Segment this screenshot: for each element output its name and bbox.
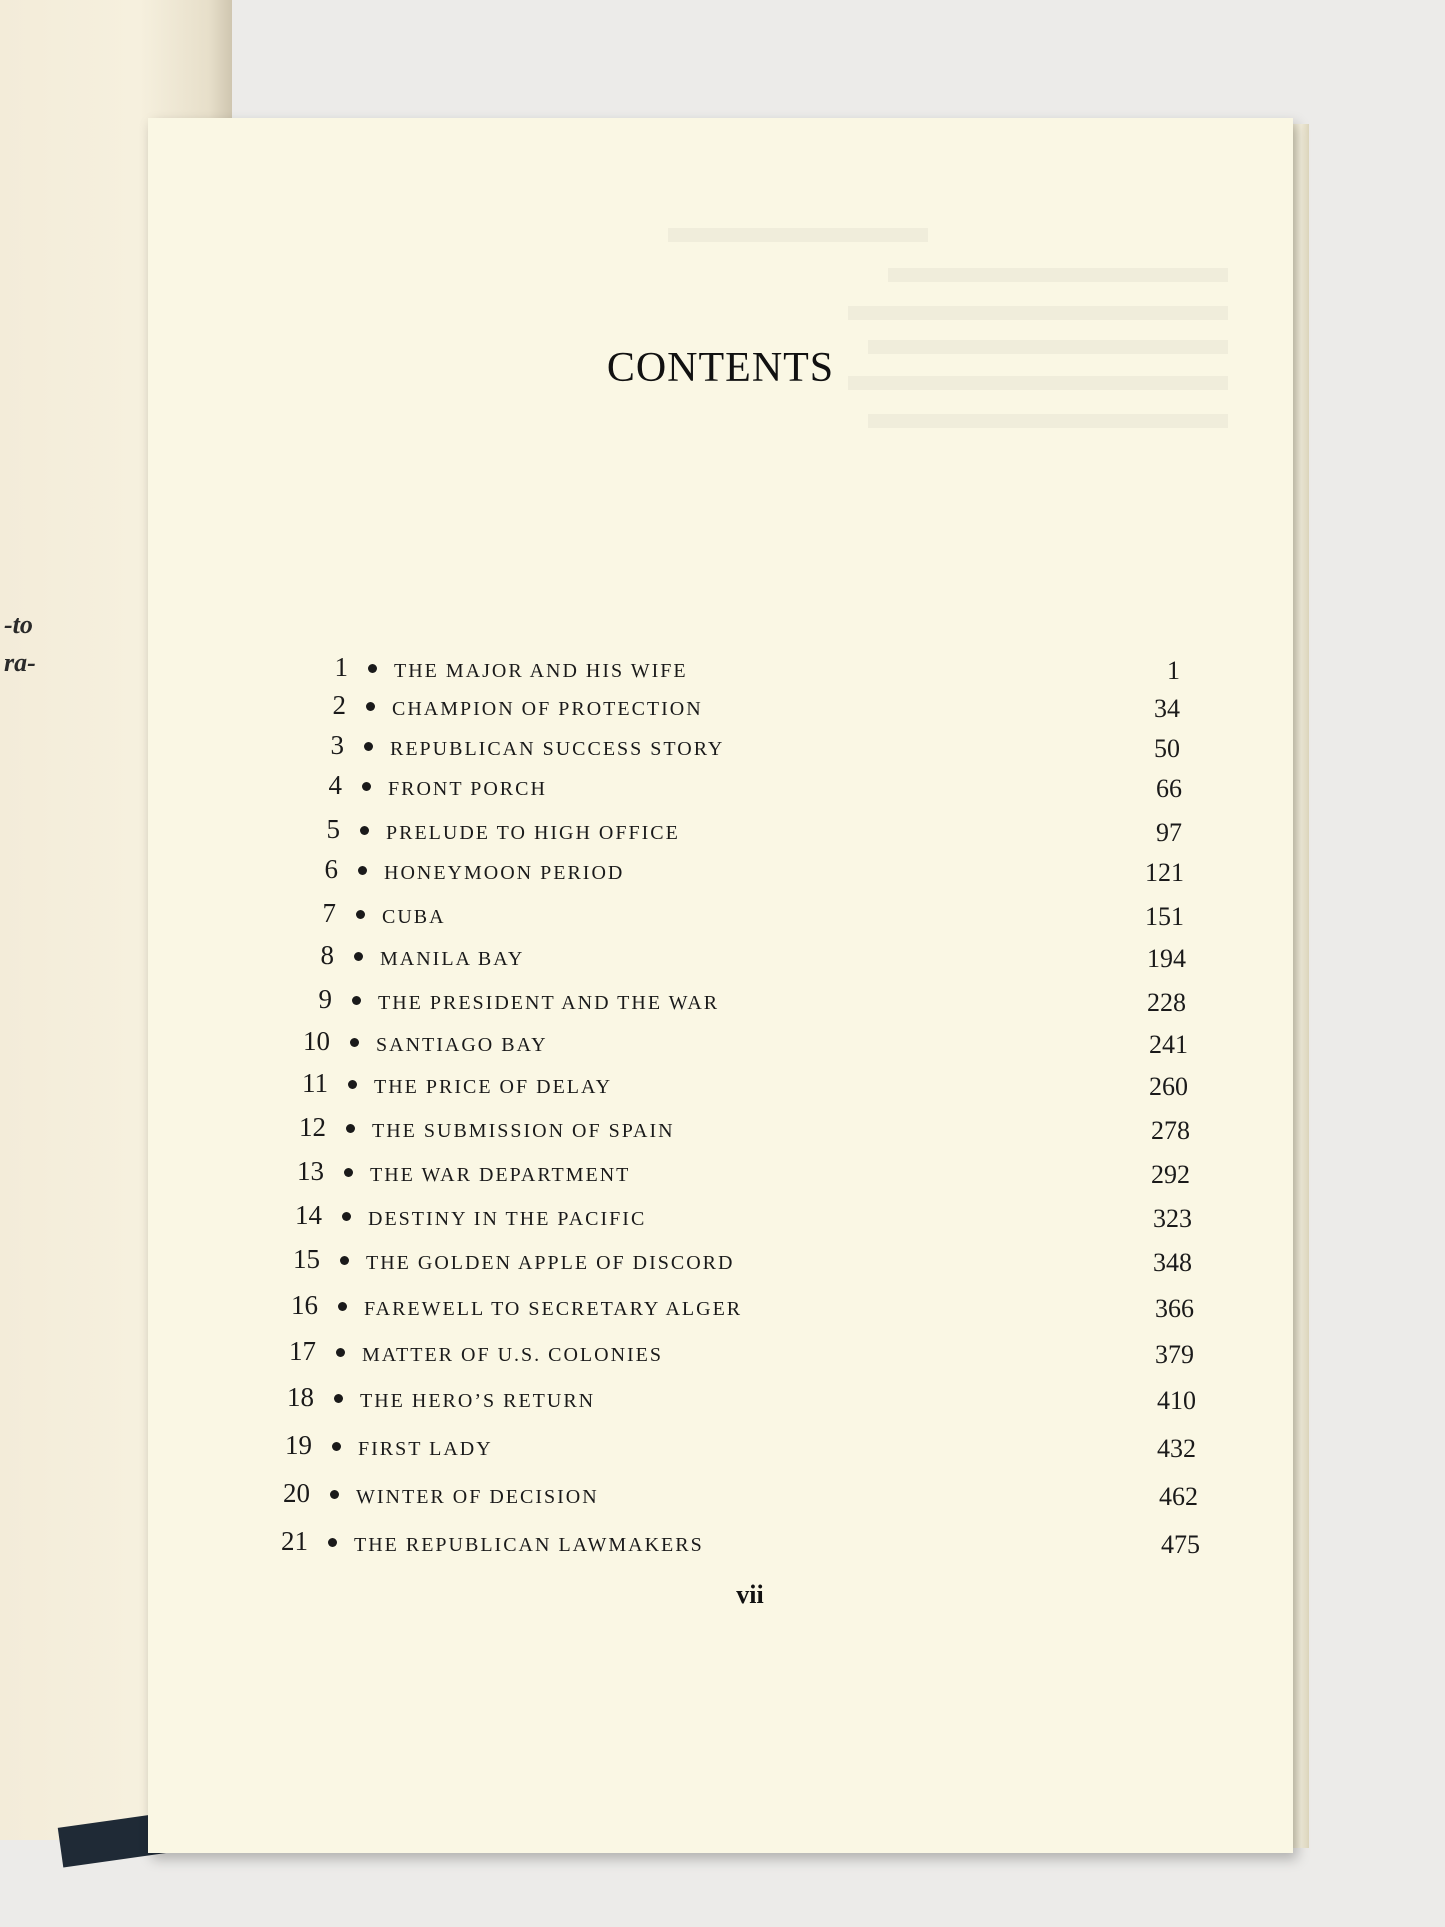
chapter-page: 348 (1153, 1248, 1192, 1277)
bullet-icon (354, 952, 363, 961)
bullet-icon (348, 1080, 357, 1089)
toc-entry (0, 1336, 1445, 1370)
chapter-title: THE PRESIDENT AND THE WAR (378, 992, 720, 1014)
bullet-icon (360, 826, 369, 835)
chapter-number: 14 (295, 1200, 322, 1230)
chapter-title: THE PRICE OF DELAY (374, 1076, 613, 1098)
bullet-icon (338, 1302, 347, 1311)
chapter-title: HONEYMOON PERIOD (384, 862, 625, 884)
toc-entry (0, 1244, 1445, 1278)
chapter-title: FIRST LADY (358, 1438, 493, 1460)
chapter-number: 3 (330, 730, 344, 760)
toc-entry (0, 652, 1445, 686)
toc-entry (0, 984, 1445, 1018)
chapter-number: 21 (281, 1526, 308, 1556)
chapter-number: 16 (291, 1290, 318, 1320)
chapter-title: MATTER OF U.S. COLONIES (362, 1344, 664, 1366)
chapter-number: 7 (322, 898, 336, 928)
toc-entry (0, 1112, 1445, 1146)
page-title: CONTENTS (606, 345, 835, 391)
toc-entry (0, 898, 1445, 932)
show-through (868, 414, 1228, 428)
bullet-icon (364, 742, 373, 751)
bullet-icon (362, 782, 371, 791)
toc-entry (0, 1200, 1445, 1234)
bullet-icon (328, 1538, 337, 1547)
bullet-icon (342, 1212, 351, 1221)
chapter-number: 6 (324, 854, 338, 884)
chapter-number: 13 (297, 1156, 324, 1186)
bullet-icon (368, 664, 377, 673)
bullet-icon (350, 1038, 359, 1047)
toc-entry (0, 730, 1445, 764)
chapter-number: 18 (287, 1382, 314, 1412)
chapter-page: 34 (1154, 694, 1180, 723)
chapter-page: 241 (1149, 1030, 1188, 1059)
chapter-page: 260 (1149, 1072, 1188, 1101)
chapter-number: 17 (289, 1336, 316, 1366)
left-page-text: ra- (4, 648, 36, 677)
bullet-icon (336, 1348, 345, 1357)
chapter-title: WINTER OF DECISION (356, 1486, 599, 1508)
toc-entry (0, 1478, 1445, 1512)
bullet-icon (358, 866, 367, 875)
toc-entry (0, 690, 1445, 724)
toc-entry (0, 814, 1445, 848)
chapter-title: THE HERO’S RETURN (360, 1390, 596, 1412)
chapter-title: THE GOLDEN APPLE OF DISCORD (366, 1252, 735, 1274)
toc-entry (0, 1068, 1445, 1102)
chapter-page: 66 (1156, 774, 1182, 803)
toc-entry (0, 1526, 1445, 1560)
chapter-page: 366 (1155, 1294, 1194, 1323)
toc-entry (0, 1430, 1445, 1464)
chapter-title: THE WAR DEPARTMENT (370, 1164, 631, 1186)
chapter-title: THE MAJOR AND HIS WIFE (394, 660, 688, 682)
chapter-page: 97 (1156, 818, 1182, 847)
bullet-icon (334, 1394, 343, 1403)
chapter-number: 10 (303, 1026, 330, 1056)
toc-entry (0, 770, 1445, 804)
bullet-icon (356, 910, 365, 919)
chapter-number: 5 (326, 814, 340, 844)
chapter-number: 8 (320, 940, 334, 970)
chapter-page: 379 (1155, 1340, 1194, 1369)
chapter-page: 475 (1161, 1530, 1200, 1559)
toc-entry (0, 940, 1445, 974)
chapter-page: 410 (1157, 1386, 1196, 1415)
chapter-number: 20 (283, 1478, 310, 1508)
chapter-title: SANTIAGO BAY (376, 1034, 548, 1056)
bullet-icon (352, 996, 361, 1005)
chapter-title: MANILA BAY (380, 948, 525, 970)
chapter-page: 121 (1145, 858, 1184, 887)
chapter-title: FRONT PORCH (388, 778, 547, 800)
chapter-title: FAREWELL TO SECRETARY ALGER (364, 1298, 743, 1320)
chapter-page: 323 (1153, 1204, 1192, 1233)
bullet-icon (340, 1256, 349, 1265)
left-page-text: -to (4, 610, 33, 639)
bullet-icon (346, 1124, 355, 1133)
chapter-page: 278 (1151, 1116, 1190, 1145)
bullet-icon (332, 1442, 341, 1451)
chapter-page: 432 (1157, 1434, 1196, 1463)
chapter-page: 462 (1159, 1482, 1198, 1511)
chapter-number: 12 (299, 1112, 326, 1142)
show-through (848, 306, 1228, 320)
chapter-number: 2 (332, 690, 346, 720)
bullet-icon (330, 1490, 339, 1499)
chapter-number: 9 (318, 984, 332, 1014)
toc-entry (0, 1156, 1445, 1190)
chapter-title: REPUBLICAN SUCCESS STORY (390, 738, 725, 760)
toc-entry (0, 854, 1445, 888)
chapter-page: 292 (1151, 1160, 1190, 1189)
chapter-title: THE SUBMISSION OF SPAIN (372, 1120, 675, 1142)
chapter-page: 194 (1147, 944, 1186, 973)
show-through (668, 228, 928, 242)
show-through (888, 268, 1228, 282)
chapter-page: 50 (1154, 734, 1180, 763)
chapter-title: CUBA (382, 906, 446, 928)
chapter-page: 151 (1145, 902, 1184, 931)
toc-entry (0, 1382, 1445, 1416)
chapter-number: 11 (302, 1068, 328, 1098)
bullet-icon (366, 702, 375, 711)
chapter-number: 1 (334, 652, 348, 682)
toc-entry (0, 1026, 1445, 1060)
page-number: vii (736, 1580, 764, 1609)
chapter-number: 4 (328, 770, 342, 800)
chapter-number: 19 (285, 1430, 312, 1460)
chapter-page: 1 (1167, 656, 1180, 685)
chapter-title: DESTINY IN THE PACIFIC (368, 1208, 647, 1230)
chapter-page: 228 (1147, 988, 1186, 1017)
chapter-title: THE REPUBLICAN LAWMAKERS (354, 1534, 704, 1556)
bullet-icon (344, 1168, 353, 1177)
chapter-title: PRELUDE TO HIGH OFFICE (386, 822, 680, 844)
chapter-title: CHAMPION OF PROTECTION (392, 698, 703, 720)
toc-entry (0, 1290, 1445, 1324)
chapter-number: 15 (293, 1244, 320, 1274)
